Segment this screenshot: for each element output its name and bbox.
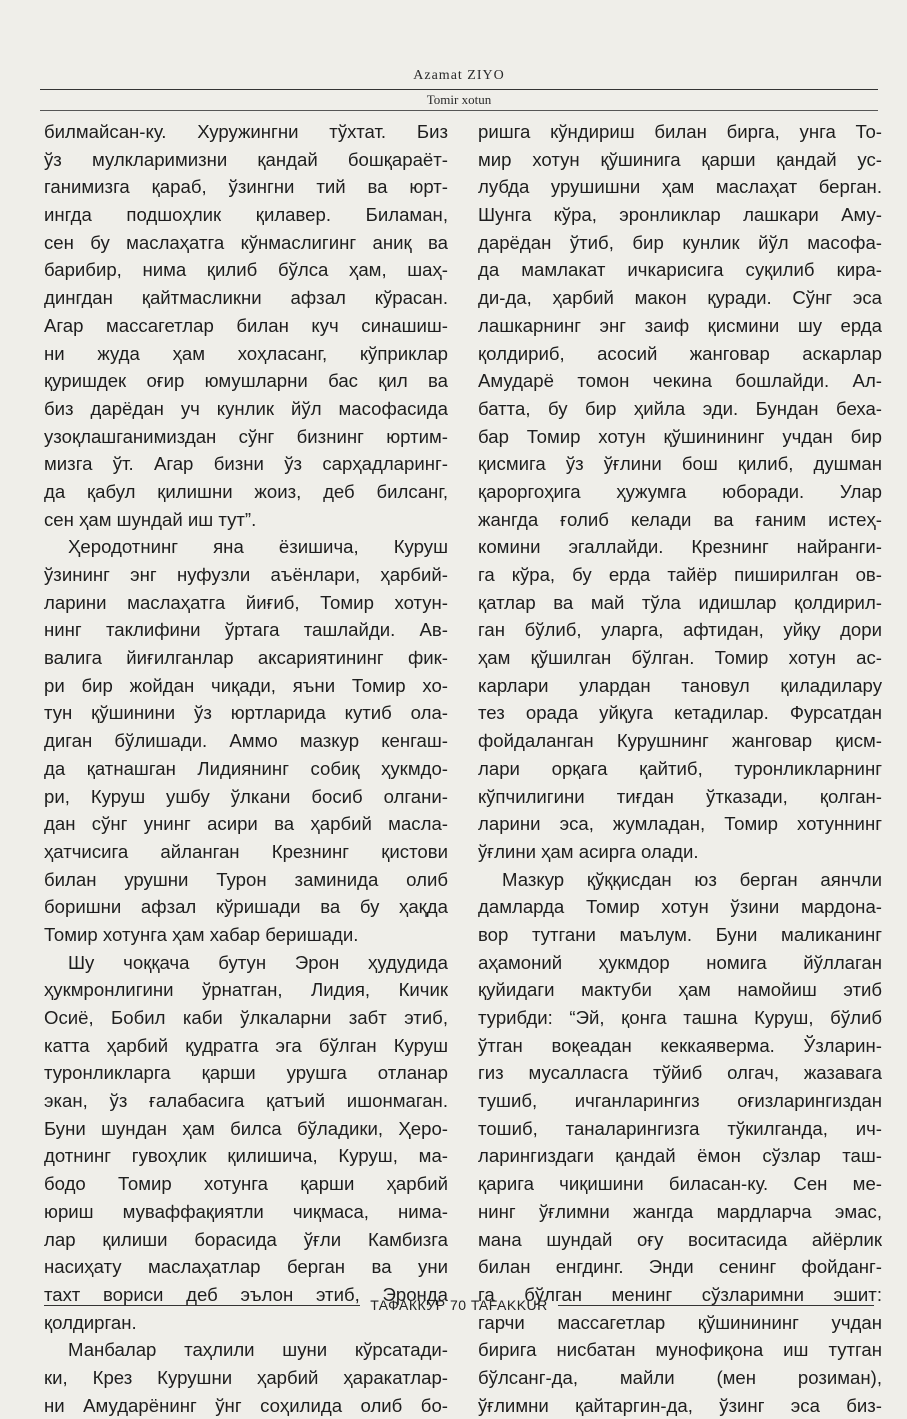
text-line: қуйидаги мактуби ҳам намойиш этиб	[478, 979, 882, 1001]
text-line: ри, Куруш ушбу ўлкани босиб олгани-	[44, 785, 448, 807]
text-line: барибир, нима қилиб бўлса ҳам, шаҳ-	[44, 259, 448, 281]
text-line: экан, ўз ғалабасига қатъий ишонмаган.	[44, 1090, 448, 1112]
text-line: комини эгаллайди. Крезнинг найранги-	[478, 536, 882, 558]
text-line: сен бу маслаҳатга кўнмаслигинг аниқ ва	[44, 231, 448, 253]
text-line: мир хотун қўшинига қарши қандай ус-	[478, 148, 882, 170]
text-line: гарчи массагетлар қўшинининг учдан	[478, 1311, 882, 1333]
text-line: қолдирган.	[44, 1311, 137, 1333]
text-line: ҳам қўшилган бўлган. Томир хотун ас-	[478, 647, 882, 669]
text-line: дамларда Томир хотун ўзини мардона-	[478, 896, 882, 918]
text-line: ларингиздаги қандай ёмон сўзлар таш-	[478, 1145, 882, 1167]
page-number-label: ТАФАККУР 70 TAFAKKUR	[370, 1297, 548, 1313]
text-line: Мазкур қўққисдан юз берган аянчли	[502, 868, 882, 890]
text-line: дарёдан ўтиб, бир кунлик йўл масофа-	[478, 231, 882, 253]
text-line: насиҳату маслаҳатлар берган ва уни	[44, 1256, 448, 1278]
text-line: дан сўнг унинг асири ва ҳарбий масла-	[44, 813, 448, 835]
text-line: юриш муваффақиятли чиқмаса, нима-	[44, 1200, 448, 1222]
text-line: Буни шундан ҳам билса бўладики, Ҳеро-	[44, 1117, 448, 1139]
text-line: боришни афзал кўришади ва бу ҳақда	[44, 896, 448, 918]
text-line: мана шундай оғу воситасида айёрлик	[478, 1228, 882, 1250]
text-line: ди-да, ҳарбий макон қуради. Сўнг эса	[478, 287, 882, 309]
text-line: аҳамоний ҳукмдор номига йўллаган	[478, 951, 882, 973]
text-line: ларини эса, жумладан, Томир хотуннинг	[478, 813, 882, 835]
text-line: дотнинг гувоҳлик қилишича, Куруш, ма-	[44, 1145, 448, 1167]
text-line: Амударё томон чекина бошлайди. Ал-	[478, 370, 882, 392]
author-name: Azamat ZIYO	[413, 68, 505, 83]
text-line: ни жуда ҳам хоҳласанг, кўприклар	[44, 342, 448, 364]
footer-rule-right	[558, 1305, 874, 1306]
text-line: га кўра, бу ерда тайёр пиширилган ов-	[478, 564, 882, 585]
text-line: тез орада уйқуга кетадилар. Фурсатдан	[478, 702, 882, 724]
text-line: нинг ўғлимни жангда мардларча эмас,	[478, 1200, 882, 1222]
page-footer	[44, 1297, 874, 1313]
text-line: туронликларга қарши урушга отланар	[44, 1062, 448, 1084]
text-line: узоқлашганимиздан сўнг бизнинг юртим-	[44, 425, 448, 447]
text-line: қуришдек оғир юмушларни бас қил ва	[44, 370, 448, 392]
text-line: Томир хотунга ҳам хабар беришади.	[44, 923, 359, 945]
text-line: билан урушни Турон заминида олиб	[44, 868, 448, 890]
text-line: бирига нисбатан мунофиқона иш тутган	[478, 1339, 882, 1361]
text-line: катта ҳарбий қудратга эга бўлган Куруш	[44, 1034, 448, 1056]
text-line: диган бўлишади. Аммо мазкур кенгаш-	[44, 730, 448, 752]
text-line: ҳатчисига айланган Крезнинг қистови	[44, 840, 448, 862]
text-line: ўзининг энг нуфузли аъёнлари, ҳарбий-	[44, 564, 448, 585]
text-line: Агар массагетлар билан куч синашиш-	[44, 314, 448, 336]
text-line: ўғлини ҳам асирга олади.	[478, 840, 699, 862]
text-line: қарига чиқишини биласан-ку. Сен ме-	[478, 1173, 882, 1195]
text-line: да мамлакат ичкарисига суқилиб кира-	[478, 259, 882, 281]
text-line: ўз мулкларимизни қандай бошқараёт-	[44, 148, 448, 170]
text-line: кўпчилигини тиғдан ўтказади, қолган-	[478, 785, 882, 807]
text-line: карлари улардан тановул қиладилару	[478, 674, 882, 696]
text-line: бўлсанг-да, майли (мен розиман),	[478, 1366, 882, 1388]
text-line: валига йиғилганлар аксариятининг фик-	[44, 647, 448, 669]
text-line: ри бир жойдан чиқади, яъни Томир хо-	[44, 674, 448, 696]
text-line: ганимизга қараб, ўзингни тий ва юрт-	[44, 176, 448, 198]
text-line: ришга кўндириш билан бирга, унга То-	[478, 121, 882, 142]
text-line: да қабул қилишни жоиз, деб билсанг,	[44, 480, 448, 502]
text-line: нинг таклифини ўртага ташлайди. Ав-	[44, 619, 448, 641]
text-line: тошиб, таналарингизга тўкилганда, ич-	[478, 1117, 882, 1139]
left-text-column	[44, 118, 448, 1419]
text-line: тахт вориси деб эълон этиб, Эронда	[44, 1283, 448, 1305]
text-line: ҳукмронлигини ўрнатган, Лидия, Кичик	[44, 979, 448, 1001]
text-line: ўғлимни қайтаргин-да, ўзинг эса биз-	[478, 1394, 882, 1416]
text-line: дингдан қайтмасликни афзал кўрасан.	[44, 287, 448, 309]
text-line: Манбалар таҳлили шуни кўрсатади-	[68, 1339, 448, 1361]
text-line: ган бўлиб, уларга, афтидан, уйқу дори	[478, 619, 882, 641]
text-line: қароргоҳига ҳужумга юборади. Улар	[478, 480, 882, 502]
text-line: лубда урушишни ҳам маслаҳат берган.	[478, 176, 882, 198]
text-line: бодо Томир хотунга қарши ҳарбий	[44, 1173, 448, 1195]
text-line: ки, Крез Курушни ҳарбий ҳаракатлар-	[44, 1366, 448, 1388]
text-line: лар қилиши борасида ўғли Камбизга	[44, 1228, 448, 1250]
text-line: га бўлган менинг сўзларимни эшит:	[478, 1283, 882, 1305]
text-line: Ҳеродотнинг яна ёзишича, Куруш	[68, 536, 448, 558]
text-line: лашкарнинг энг заиф қисмини шу ерда	[478, 314, 882, 336]
right-text-column	[478, 118, 882, 1419]
text-line: Осиё, Бобил каби ўлкаларни забт этиб,	[44, 1007, 448, 1028]
text-line: мизга ўт. Агар бизни ўз сарҳадларинг-	[44, 453, 448, 475]
footer-rule-left	[44, 1305, 360, 1306]
subtitle-rule	[40, 110, 878, 111]
text-line: Шунга кўра, эронликлар лашкари Аму-	[478, 204, 882, 226]
text-line: жангда ғолиб келади ва ғаним истеҳ-	[478, 508, 882, 530]
text-line: биз дарёдан уч кунлик йўл масофасида	[44, 397, 448, 419]
text-line: ўтган воқеадан кеккаяверма. Ўзларин-	[478, 1034, 882, 1056]
text-line: қолдириб, асосий жанговар аскарлар	[478, 342, 882, 364]
text-line: фойдаланган Курушнинг жанговар қисм-	[478, 730, 882, 752]
text-line: билан енгдинг. Энди сенинг фойданг-	[478, 1256, 882, 1278]
text-line: да қатнашган Лидиянинг собиқ ҳукмдо-	[44, 757, 448, 779]
text-line: турибди: “Эй, қонга ташна Куруш, бўлиб	[478, 1007, 882, 1028]
text-line: тун қўшинини ўз юртларида кутиб ола-	[44, 702, 448, 724]
text-line: ни Амударёнинг ўнг соҳилида олиб бо-	[44, 1394, 448, 1416]
text-line: тушиб, ичганларингиз оғизларингиздан	[478, 1090, 882, 1112]
text-line: бар Томир хотун қўшинининг учдан бир	[478, 425, 882, 447]
text-line: лари орқага қайтиб, туронликларнинг	[478, 757, 882, 779]
running-header	[40, 66, 878, 84]
text-line: қатлар ва май тўла идишлар қолдирил-	[478, 591, 882, 613]
text-line: сен ҳам шундай иш тут”.	[44, 508, 257, 530]
article-title: Tomir xotun	[426, 92, 492, 107]
text-line: ларини маслаҳатга йиғиб, Томир хотун-	[44, 591, 448, 613]
text-line: Шу чоққача бутун Эрон ҳудудида	[68, 951, 448, 973]
text-line: гиз мусалласга тўйиб олгач, жазавага	[478, 1062, 882, 1084]
text-line: ингда подшоҳлик қилавер. Биламан,	[44, 204, 448, 226]
text-line: батта, бу бир ҳийла эди. Бундан беха-	[478, 397, 882, 419]
header-rule	[40, 89, 878, 90]
text-line: қисмига ўз ўғлини бош қилиб, душман	[478, 453, 882, 475]
text-line: билмайсан-ку. Хуружингни тўхтат. Биз	[44, 121, 448, 142]
text-line: вор тутгани маълум. Буни маликанинг	[478, 923, 882, 945]
